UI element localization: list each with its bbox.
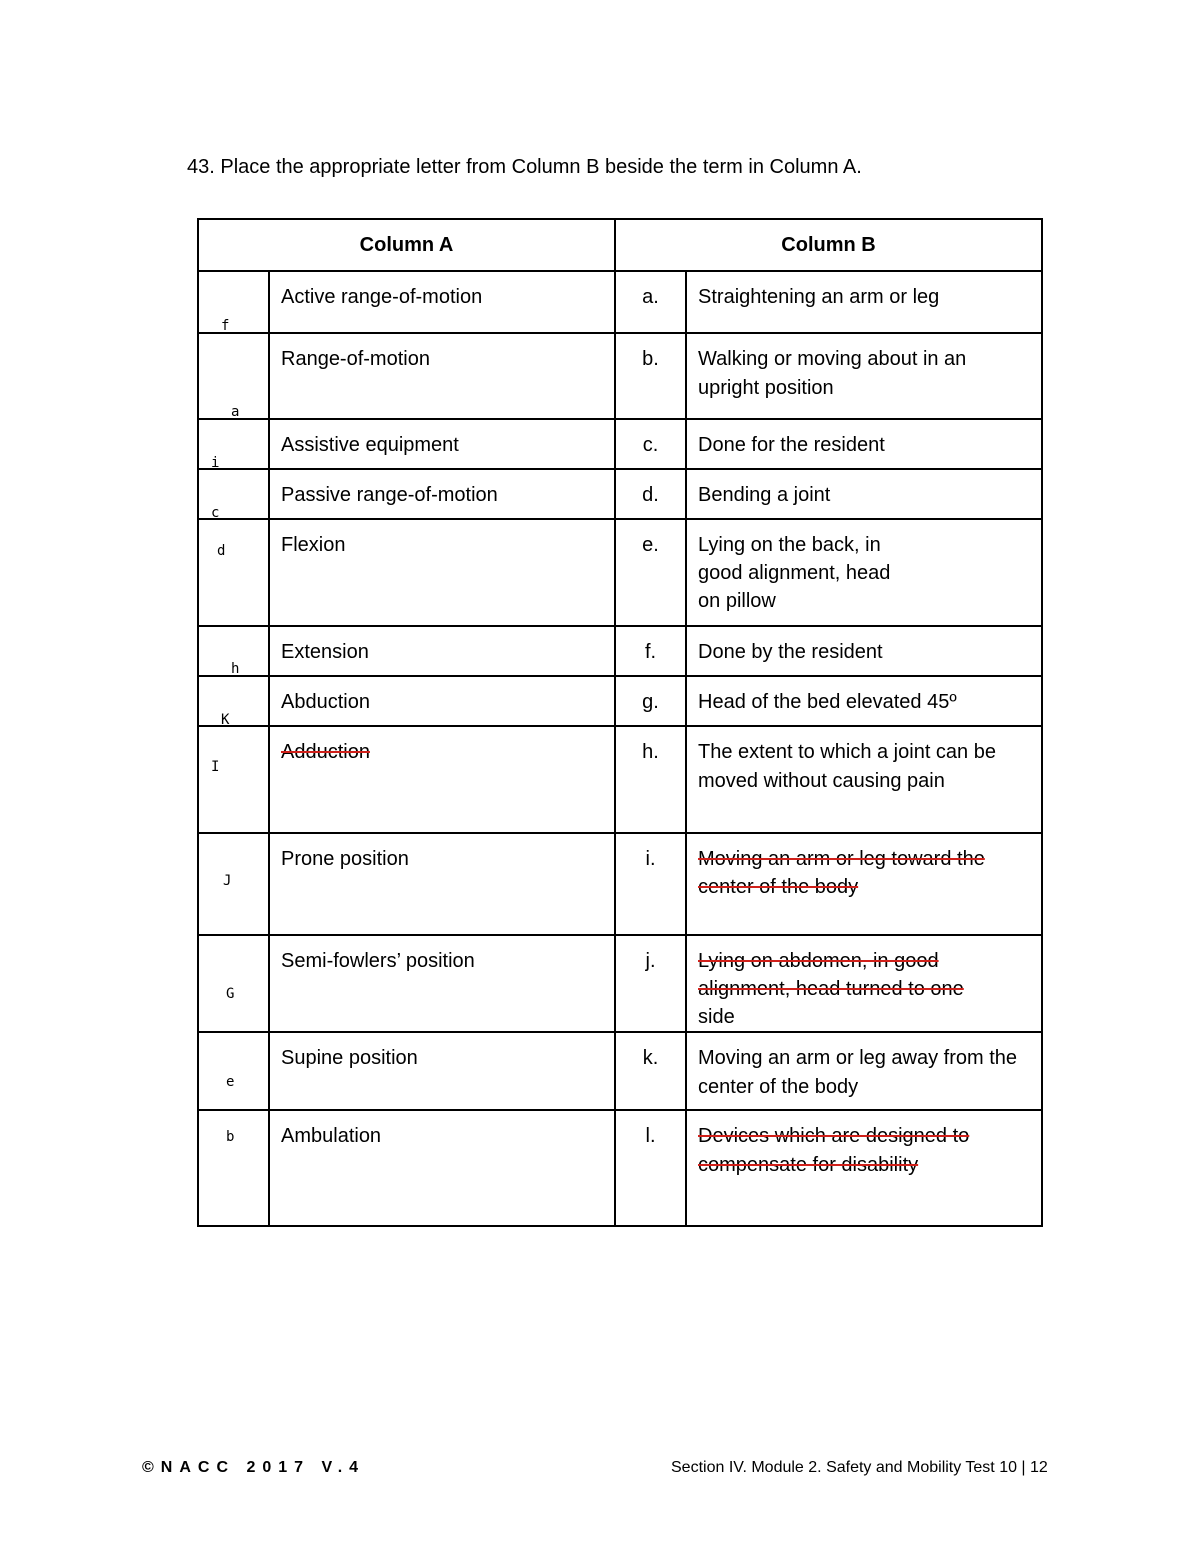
column-a-header: Column A (198, 219, 615, 271)
term-text: Assistive equipment (281, 434, 459, 456)
table-row (198, 333, 1042, 419)
term-text: Ambulation (281, 1125, 382, 1147)
answer-text: i (211, 455, 220, 471)
option-letter: i. (645, 848, 656, 870)
term-text: Extension (281, 641, 369, 663)
definition-text: Straightening an arm or leg (698, 286, 940, 308)
table-row (198, 626, 1042, 676)
footer-copyright: ©NACC 2017 V.4 (142, 1459, 366, 1476)
definition-text: Head of the bed elevated 45º (698, 691, 957, 713)
table-row (198, 833, 1042, 935)
definition-strike-part: Lying on abdomen, in good alignment, head turned to one (698, 950, 964, 1000)
answer-cell[interactable] (198, 726, 269, 833)
answer-cell[interactable] (198, 1110, 269, 1226)
footer-page-info: Section IV. Module 2. Safety and Mobility Test 10 | 12 (671, 1459, 1048, 1476)
definition-text: Walking or moving about in an upright position (698, 348, 967, 399)
definition-text: Moving an arm or leg away from the center of the body (698, 1047, 1018, 1098)
answer-text: a (231, 404, 240, 420)
answer-text: K (221, 712, 230, 728)
term-text: Supine position (281, 1047, 418, 1069)
answer-text: d (217, 543, 226, 559)
table-row (198, 1110, 1042, 1226)
table-row (198, 676, 1042, 726)
option-letter: j. (645, 950, 656, 972)
term-text: Passive range-of-motion (281, 484, 498, 506)
term-text: Abduction (281, 691, 370, 713)
definition-text: Done by the resident (698, 641, 883, 663)
term-text: Flexion (281, 534, 346, 556)
answer-cell[interactable] (198, 419, 269, 469)
table-row (198, 726, 1042, 833)
answer-text: c (211, 505, 220, 521)
option-letter: g. (642, 691, 659, 713)
answer-text: G (226, 986, 235, 1002)
answer-cell[interactable] (198, 833, 269, 935)
option-letter: a. (642, 286, 659, 308)
answer-cell[interactable] (198, 1032, 269, 1110)
answer-cell[interactable] (198, 626, 269, 676)
option-letter: c. (642, 434, 659, 456)
table-row (198, 469, 1042, 519)
definition-text: Devices which are designed to compensate for disability (698, 1125, 970, 1176)
question-text: 43. Place the appropriate letter from Column B beside the term in Column A. (187, 156, 862, 178)
option-letter: k. (642, 1047, 659, 1069)
definition-text: Lying on the back, in good alignment, head on pillow (698, 534, 891, 612)
definition-text: The extent to which a joint can be moved without causing pain (698, 741, 996, 792)
answer-text: J (223, 873, 232, 889)
definition-text: Bending a joint (698, 484, 831, 506)
option-letter: f. (644, 641, 657, 663)
definition-text (687, 936, 1008, 1031)
table-row (198, 1032, 1042, 1110)
option-letter: e. (642, 534, 659, 556)
answer-text: e (226, 1074, 235, 1090)
answer-cell[interactable] (198, 469, 269, 519)
term-text: Semi-fowlers’ position (281, 950, 475, 972)
matching-table (197, 218, 1043, 1227)
answer-text: h (231, 661, 240, 677)
answer-cell[interactable] (198, 333, 269, 419)
term-text: Adduction (281, 741, 370, 763)
definition-text: Done for the resident (698, 434, 885, 456)
answer-cell[interactable] (198, 271, 269, 333)
term-text: Range-of-motion (281, 348, 430, 370)
option-letter: d. (642, 484, 659, 506)
answer-cell[interactable] (198, 676, 269, 726)
term-text: Prone position (281, 848, 409, 870)
table-row (198, 419, 1042, 469)
option-letter: h. (642, 741, 659, 763)
table-row (198, 271, 1042, 333)
header-row (198, 219, 1042, 271)
option-letter: b. (642, 348, 659, 370)
definition-text: Moving an arm or leg toward the center of the body (698, 848, 985, 898)
answer-text: f (221, 318, 230, 334)
column-b-header: Column B (615, 219, 1042, 271)
answer-cell[interactable] (198, 935, 269, 1032)
answer-cell[interactable] (198, 519, 269, 626)
table-row (198, 519, 1042, 626)
definition-rest-part: side (698, 1006, 735, 1028)
answer-text: I (211, 759, 220, 775)
term-text: Active range-of-motion (281, 286, 483, 308)
option-letter: l. (645, 1125, 656, 1147)
table-row (198, 935, 1042, 1032)
answer-text: b (226, 1129, 235, 1145)
